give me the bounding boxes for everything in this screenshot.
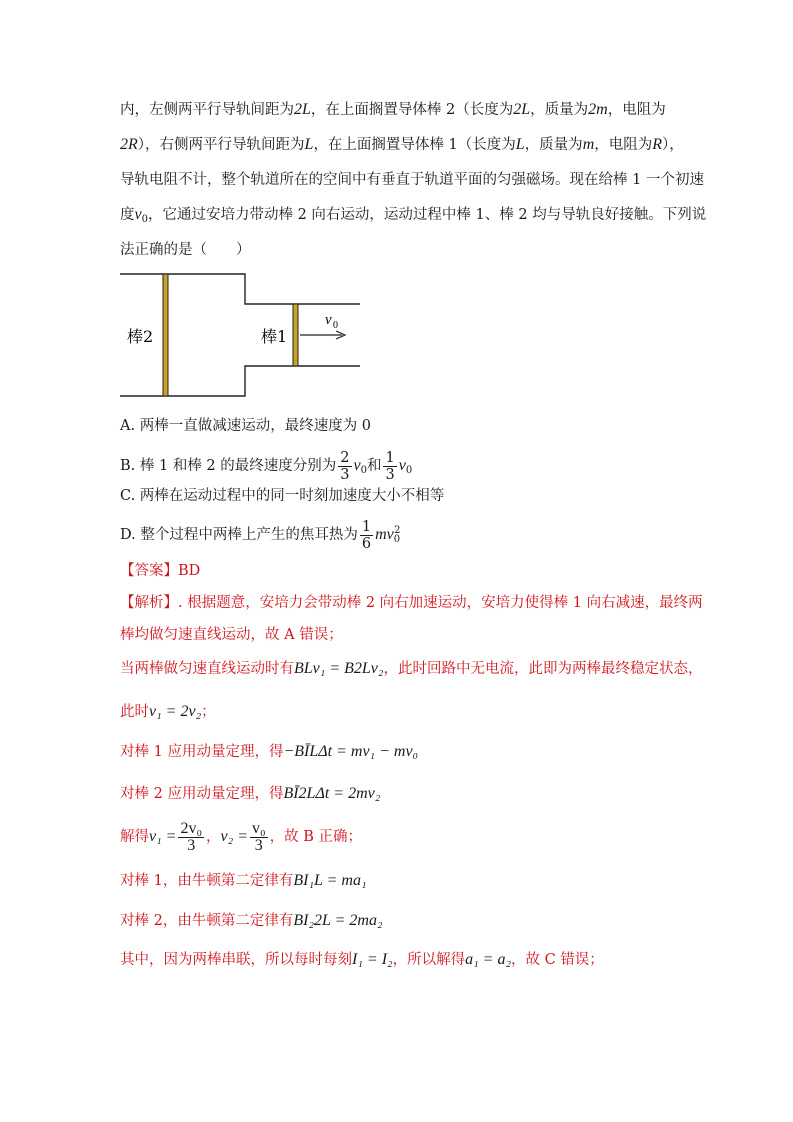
- math: 2L: [513, 101, 531, 118]
- analysis-line-5: [120, 742, 418, 762]
- text: 当两棒做匀速直线运动时有: [120, 661, 294, 677]
- fraction: [250, 821, 268, 854]
- option-a: A. 两棒一直做减速运动，最终速度为 0: [120, 418, 372, 434]
- denominator: 3: [385, 466, 395, 483]
- math: −BĪLΔt = mv₁ − mv₀: [283, 743, 419, 760]
- math: v₂ =: [220, 828, 249, 845]
- fraction: [360, 519, 373, 552]
- velocity-subscript: 0: [333, 320, 338, 331]
- analysis-line-3: [120, 659, 702, 679]
- math: v₁ =: [149, 828, 177, 845]
- math: 2L: [294, 101, 311, 118]
- question-line-4: [120, 205, 706, 230]
- text: ，所以解得: [392, 952, 466, 968]
- analysis-line-1: 【解析】. 根据题意，安培力会带动棒 2 向右加速运动，安培力使得棒 1 向右减速，最终两: [120, 595, 703, 611]
- math: L: [515, 136, 525, 153]
- answer-label: 【答案】BD: [120, 563, 201, 579]
- text: ，质量为: [530, 102, 589, 118]
- question-line-3: 导轨电阻不计，整个轨道所在的空间中有垂直于轨道平面的匀强磁场。现在给棒 1 一个初速: [120, 172, 704, 188]
- numerator: 1: [385, 449, 395, 466]
- analysis-line-2: 棒均做匀速直线运动，故 A 错误；: [120, 627, 343, 643]
- fraction: [383, 450, 396, 483]
- text: ，质量为: [524, 137, 583, 153]
- superscript: 2: [394, 525, 401, 536]
- text: 其中，因为两棒串联，所以每时每刻: [120, 952, 352, 968]
- denominator: 3: [340, 466, 350, 483]
- math: mv: [375, 526, 394, 543]
- question-line-1: [120, 100, 666, 120]
- math: R: [652, 136, 663, 153]
- denominator: 3: [187, 836, 196, 854]
- rod-1: [293, 304, 298, 366]
- rod-2: [163, 274, 168, 396]
- math: v: [398, 457, 406, 474]
- text: ），右侧两平行导轨间距为: [137, 137, 305, 153]
- text: ，在上面搁置导体棒 2（长度为: [310, 102, 514, 118]
- text: 解得: [120, 829, 149, 845]
- text: 对棒 2 应用动量定理，得: [120, 786, 284, 802]
- rod-2-label: 棒2: [127, 327, 154, 346]
- math: a₁ = a₂: [465, 951, 511, 968]
- analysis-line-9: [120, 911, 383, 931]
- denominator: 6: [361, 535, 372, 552]
- math: BI₁L = ma₁: [293, 872, 367, 889]
- fraction: [178, 821, 204, 854]
- math: BI₂2L = 2ma₂: [293, 912, 383, 929]
- velocity-label: v: [325, 312, 332, 328]
- analysis-line-10: [120, 950, 604, 970]
- math: v₁ = 2v₂: [149, 703, 202, 720]
- text: ，: [206, 829, 221, 845]
- math: 2m: [588, 101, 608, 118]
- text: ，它通过安培力带动棒 2 向右运动，运动过程中棒 1、棒 2 均与导轨良好接触。下列说: [147, 207, 707, 223]
- numerator: 1: [361, 518, 372, 535]
- denominator: 3: [254, 836, 263, 854]
- math: m: [582, 136, 595, 153]
- numerator: 2v₀: [180, 819, 203, 837]
- analysis-line-8: [120, 871, 367, 891]
- option-d: [120, 513, 400, 558]
- subscript: 0: [360, 465, 367, 476]
- text: 度: [120, 207, 135, 223]
- fraction: [338, 450, 351, 483]
- text: 内，左侧两平行导轨间距为: [120, 102, 294, 118]
- bottom-rail: [120, 366, 360, 396]
- numerator: 2: [340, 449, 350, 466]
- option-b: [120, 448, 412, 489]
- analysis-line-6: [120, 784, 380, 804]
- text: D. 整个过程中两棒上产生的焦耳热为: [120, 527, 358, 543]
- math: v: [353, 457, 361, 474]
- math: 2R: [120, 136, 138, 153]
- text: ，在上面搁置导体棒 1（长度为: [313, 137, 516, 153]
- text: B. 棒 1 和棒 2 的最终速度分别为: [120, 458, 337, 474]
- rod-1-label: 棒1: [261, 327, 288, 346]
- text: ；: [201, 704, 216, 720]
- option-c: C. 两棒在运动过程中的同一时刻加速度大小不相等: [120, 488, 445, 504]
- top-rail: [120, 274, 360, 304]
- text: 对棒 2，由牛顿第二定律有: [120, 913, 294, 929]
- subscript: 0: [393, 534, 401, 545]
- analysis-line-7: [120, 818, 362, 856]
- text: 此时: [120, 704, 149, 720]
- rail-diagram: [120, 272, 365, 398]
- math: BLv₁ = B2Lv₂: [294, 660, 384, 677]
- subscript: 0: [405, 465, 413, 476]
- text: ，电阻为: [607, 102, 666, 118]
- text: ，此时回路中无电流，此即为两棒最终稳定状态，: [383, 661, 703, 677]
- math: v: [134, 206, 142, 223]
- question-line-2: [120, 135, 684, 155]
- math: BĪ2LΔt = 2mv₂: [283, 785, 381, 802]
- text: 对棒 1，由牛顿第二定律有: [120, 873, 294, 889]
- math: I₁ = I₂: [352, 951, 393, 968]
- subscript: 0: [141, 214, 148, 225]
- text: ，故 C 错误；: [511, 952, 604, 968]
- text: ，故 B 正确；: [269, 829, 362, 845]
- math: L: [304, 136, 314, 153]
- question-line-5: 法正确的是（ ）: [120, 242, 251, 258]
- rail-diagram-svg: [120, 272, 365, 398]
- text: ），: [662, 137, 684, 153]
- analysis-line-4: [120, 702, 216, 722]
- text: 和: [366, 458, 382, 474]
- text: ，电阻为: [594, 137, 653, 153]
- text: 对棒 1 应用动量定理，得: [120, 744, 284, 760]
- numerator: v₀: [252, 819, 266, 837]
